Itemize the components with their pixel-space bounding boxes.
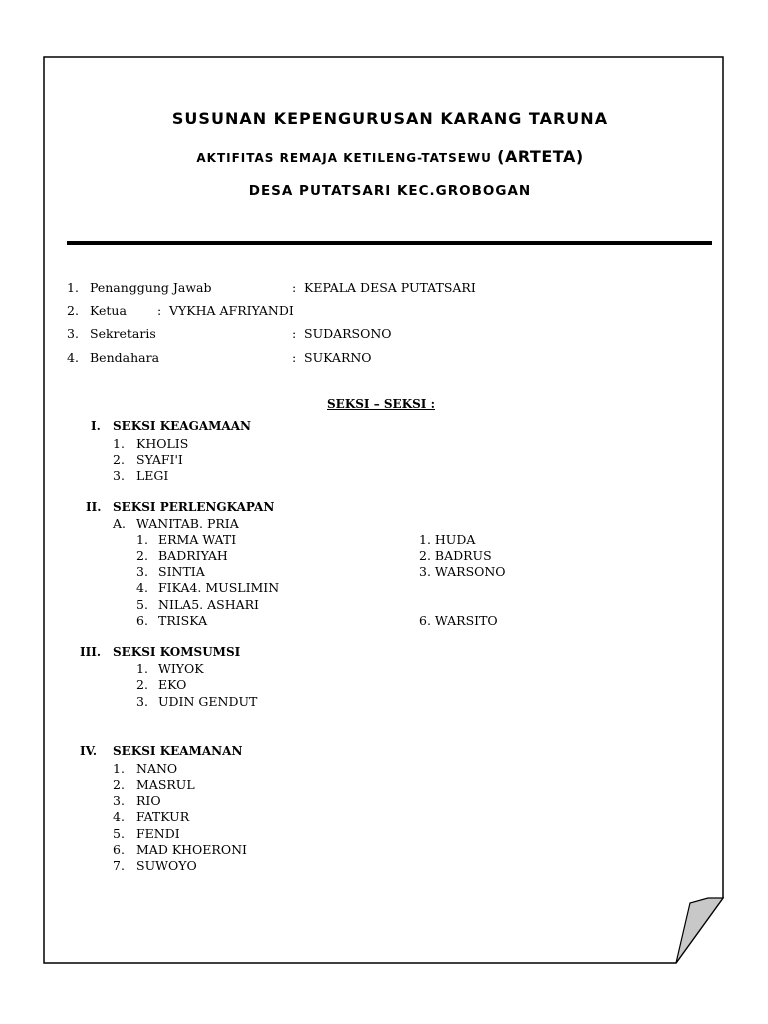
subtitle-acronym: (ARTETA): [497, 147, 584, 166]
section-title: SEKSI KOMSUMSI: [113, 645, 241, 659]
member-num: 1.: [136, 532, 148, 547]
officer-num: 2.: [67, 303, 79, 318]
officer-role: Bendahara: [90, 350, 160, 365]
officer-num: 4.: [67, 350, 79, 365]
member-name-pria: 6. WARSITO: [419, 613, 498, 628]
member-name-wanita: SINTIA: [158, 564, 205, 579]
member-num: 2.: [136, 677, 148, 692]
member-name-wanita: ERMA WATI: [158, 532, 237, 547]
member-name-pria: 1. HUDA: [419, 532, 476, 547]
member-name: LEGI: [136, 468, 169, 483]
member-num: 2.: [136, 548, 148, 563]
header-divider: [67, 241, 712, 245]
member-num: 3.: [136, 564, 148, 579]
officer-name: VYKHA AFRIYANDI: [169, 303, 294, 318]
member-name: MAD KHOERONI: [136, 842, 247, 857]
section-numeral: I.: [91, 419, 101, 433]
member-num: 6.: [136, 613, 148, 628]
section-title: SEKSI KEAGAMAAN: [113, 419, 252, 433]
section-title: SEKSI PERLENGKAPAN: [113, 500, 275, 514]
member-name-pria: 3. WARSONO: [419, 564, 506, 579]
member-name: EKO: [158, 677, 187, 692]
officer-role: Sekretaris: [90, 326, 156, 341]
officer-name: KEPALA DESA PUTATSARI: [304, 280, 476, 295]
member-name: RIO: [136, 793, 161, 808]
member-num: 1.: [113, 761, 125, 776]
officer-sep: :: [292, 280, 297, 295]
member-num: 7.: [113, 858, 125, 873]
member-num: 3.: [113, 468, 125, 483]
officer-sep: :: [292, 350, 297, 365]
section-numeral: IV.: [80, 744, 98, 758]
member-num: 2.: [113, 452, 125, 467]
member-num: 2.: [113, 777, 125, 792]
member-num: 1.: [113, 436, 125, 451]
member-num: 3.: [136, 694, 148, 709]
officer-sep: :: [157, 303, 162, 318]
member-num: 5.: [136, 597, 148, 612]
member-name-wanita: BADRIYAH: [158, 548, 228, 563]
officer-sep: :: [292, 326, 297, 341]
section-numeral: II.: [86, 500, 102, 514]
member-name-pria: 2. BADRUS: [419, 548, 492, 563]
officer-role: Ketua: [90, 303, 127, 318]
officer-name: SUDARSONO: [304, 326, 392, 341]
officer-num: 1.: [67, 280, 79, 295]
subsection-num: A.: [113, 516, 127, 531]
member-name: KHOLIS: [136, 436, 189, 451]
member-name-wanita: FIKA4. MUSLIMIN: [158, 580, 280, 595]
member-name: SYAFI'I: [136, 452, 183, 467]
member-name: FENDI: [136, 826, 180, 841]
member-name-wanita: TRISKA: [158, 613, 208, 628]
member-name: UDIN GENDUT: [158, 694, 258, 709]
member-name: FATKUR: [136, 809, 190, 824]
document-location: DESA PUTATSARI KEC.GROBOGAN: [248, 183, 532, 199]
section-numeral: III.: [80, 645, 102, 659]
member-num: 5.: [113, 826, 125, 841]
sections-heading: SEKSI – SEKSI :: [327, 397, 436, 411]
document-subtitle: [0, 147, 768, 166]
member-num: 4.: [113, 809, 125, 824]
member-name: SUWOYO: [136, 858, 197, 873]
member-name: NANO: [136, 761, 178, 776]
section-title: SEKSI KEAMANAN: [113, 744, 243, 758]
officer-name: SUKARNO: [304, 350, 372, 365]
officer-role: Penanggung Jawab: [90, 280, 212, 295]
document-title: SUSUNAN KEPENGURUSAN KARANG TARUNA: [171, 109, 609, 128]
member-num: 3.: [113, 793, 125, 808]
member-name: MASRUL: [136, 777, 195, 792]
officer-num: 3.: [67, 326, 79, 341]
subsection-label: WANITAB. PRIA: [136, 516, 239, 531]
member-name: WIYOK: [158, 661, 204, 676]
member-name-wanita: NILA5. ASHARI: [158, 597, 259, 612]
member-num: 6.: [113, 842, 125, 857]
subtitle-prefix: AKTIFITAS REMAJA KETILENG-TATSEWU: [196, 151, 492, 165]
member-num: 1.: [136, 661, 148, 676]
member-num: 4.: [136, 580, 148, 595]
